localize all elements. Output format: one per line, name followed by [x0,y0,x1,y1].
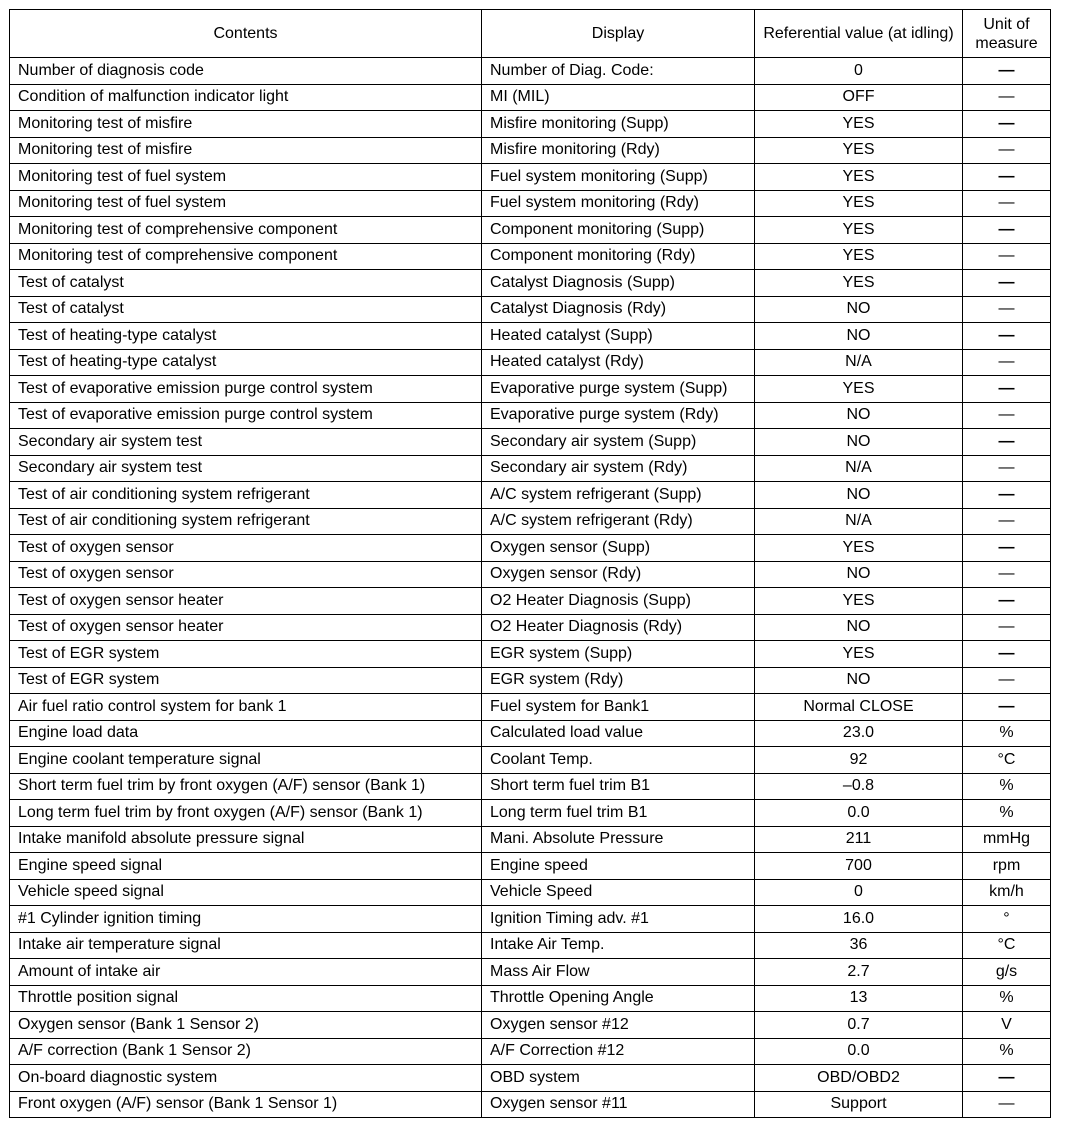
cell-referential-value: Normal CLOSE [755,694,963,721]
cell-display: Misfire monitoring (Supp) [482,111,755,138]
cell-contents: Test of catalyst [10,296,482,323]
cell-contents: Test of oxygen sensor heater [10,588,482,615]
table-row [10,217,1051,244]
cell-contents: Monitoring test of comprehensive component [10,243,482,270]
cell-referential-value: 2.7 [755,959,963,986]
cell-unit: — [963,535,1051,562]
cell-display: A/C system refrigerant (Rdy) [482,508,755,535]
cell-contents: Test of evaporative emission purge control system [10,376,482,403]
cell-unit: g/s [963,959,1051,986]
cell-referential-value: 13 [755,985,963,1012]
cell-display: Catalyst Diagnosis (Supp) [482,270,755,297]
cell-unit: — [963,111,1051,138]
table-row [10,1038,1051,1065]
cell-unit: °C [963,932,1051,959]
cell-unit: % [963,720,1051,747]
table-row [10,906,1051,933]
cell-unit: rpm [963,853,1051,880]
table-row [10,614,1051,641]
cell-display: Engine speed [482,853,755,880]
table-row [10,482,1051,509]
cell-referential-value: 211 [755,826,963,853]
cell-display: Throttle Opening Angle [482,985,755,1012]
cell-referential-value: NO [755,402,963,429]
cell-referential-value: YES [755,111,963,138]
header-display: Display [482,10,755,58]
cell-display: Oxygen sensor #11 [482,1091,755,1118]
cell-display: Evaporative purge system (Supp) [482,376,755,403]
cell-referential-value: YES [755,243,963,270]
cell-display: EGR system (Rdy) [482,667,755,694]
cell-referential-value: YES [755,376,963,403]
cell-referential-value: YES [755,164,963,191]
cell-unit: — [963,508,1051,535]
cell-display: Secondary air system (Supp) [482,429,755,456]
cell-unit: % [963,985,1051,1012]
table-row [10,508,1051,535]
table-header-row [10,10,1051,58]
table-row [10,641,1051,668]
table-row [10,720,1051,747]
header-contents: Contents [10,10,482,58]
cell-display: Fuel system monitoring (Rdy) [482,190,755,217]
cell-unit: — [963,84,1051,111]
cell-referential-value: NO [755,614,963,641]
cell-contents: A/F correction (Bank 1 Sensor 2) [10,1038,482,1065]
cell-display: Short term fuel trim B1 [482,773,755,800]
cell-referential-value: N/A [755,508,963,535]
cell-unit: % [963,800,1051,827]
cell-contents: Amount of intake air [10,959,482,986]
cell-contents: Engine coolant temperature signal [10,747,482,774]
cell-referential-value: 36 [755,932,963,959]
cell-unit: — [963,137,1051,164]
table-row [10,535,1051,562]
cell-contents: Test of EGR system [10,641,482,668]
table-row [10,985,1051,1012]
cell-unit: — [963,349,1051,376]
cell-referential-value: YES [755,641,963,668]
cell-display: EGR system (Supp) [482,641,755,668]
cell-referential-value: N/A [755,349,963,376]
cell-contents: Engine load data [10,720,482,747]
cell-contents: Monitoring test of comprehensive component [10,217,482,244]
cell-display: Heated catalyst (Rdy) [482,349,755,376]
cell-contents: Air fuel ratio control system for bank 1 [10,694,482,721]
cell-display: O2 Heater Diagnosis (Rdy) [482,614,755,641]
cell-referential-value: NO [755,482,963,509]
table-row [10,773,1051,800]
cell-contents: Intake manifold absolute pressure signal [10,826,482,853]
cell-contents: Vehicle speed signal [10,879,482,906]
cell-display: O2 Heater Diagnosis (Supp) [482,588,755,615]
table-row [10,800,1051,827]
cell-unit: — [963,588,1051,615]
cell-unit: mmHg [963,826,1051,853]
cell-unit: — [963,614,1051,641]
cell-display: Ignition Timing adv. #1 [482,906,755,933]
cell-contents: Long term fuel trim by front oxygen (A/F) sensor (Bank 1) [10,800,482,827]
cell-referential-value: NO [755,561,963,588]
cell-display: Fuel system monitoring (Supp) [482,164,755,191]
table-row [10,84,1051,111]
cell-referential-value: Support [755,1091,963,1118]
cell-unit: — [963,402,1051,429]
cell-contents: Oxygen sensor (Bank 1 Sensor 2) [10,1012,482,1039]
table-row [10,137,1051,164]
cell-unit: — [963,243,1051,270]
table-row [10,402,1051,429]
table-row [10,1091,1051,1118]
table-row [10,561,1051,588]
cell-contents: Test of air conditioning system refrigerant [10,508,482,535]
cell-display: Coolant Temp. [482,747,755,774]
table-row [10,588,1051,615]
table-row [10,349,1051,376]
cell-display: Oxygen sensor (Supp) [482,535,755,562]
table-row [10,932,1051,959]
cell-unit: — [963,561,1051,588]
cell-referential-value: 700 [755,853,963,880]
table-row [10,667,1051,694]
table-row [10,455,1051,482]
diagnosis-data-table [9,9,1051,1118]
cell-unit: — [963,455,1051,482]
cell-referential-value: 0 [755,879,963,906]
cell-unit: V [963,1012,1051,1039]
cell-referential-value: NO [755,667,963,694]
table-row [10,243,1051,270]
table-row [10,190,1051,217]
cell-display: OBD system [482,1065,755,1092]
cell-contents: #1 Cylinder ignition timing [10,906,482,933]
cell-unit: — [963,694,1051,721]
cell-contents: Throttle position signal [10,985,482,1012]
cell-display: Calculated load value [482,720,755,747]
cell-display: Oxygen sensor #12 [482,1012,755,1039]
cell-contents: Number of diagnosis code [10,58,482,85]
cell-referential-value: OBD/OBD2 [755,1065,963,1092]
cell-display: Component monitoring (Rdy) [482,243,755,270]
cell-unit: — [963,667,1051,694]
table-row [10,429,1051,456]
cell-referential-value: YES [755,217,963,244]
cell-contents: Front oxygen (A/F) sensor (Bank 1 Sensor 1) [10,1091,482,1118]
cell-display: A/F Correction #12 [482,1038,755,1065]
cell-display: Mani. Absolute Pressure [482,826,755,853]
cell-unit: — [963,164,1051,191]
cell-unit: km/h [963,879,1051,906]
cell-contents: Short term fuel trim by front oxygen (A/F) sensor (Bank 1) [10,773,482,800]
cell-contents: Monitoring test of misfire [10,111,482,138]
table-row [10,296,1051,323]
cell-contents: Test of heating-type catalyst [10,323,482,350]
cell-display: MI (MIL) [482,84,755,111]
cell-contents: Test of oxygen sensor [10,535,482,562]
cell-unit: — [963,58,1051,85]
table-row [10,111,1051,138]
cell-contents: Engine speed signal [10,853,482,880]
cell-display: Component monitoring (Supp) [482,217,755,244]
cell-referential-value: NO [755,429,963,456]
cell-unit: % [963,773,1051,800]
cell-display: Vehicle Speed [482,879,755,906]
table-row [10,58,1051,85]
cell-display: Mass Air Flow [482,959,755,986]
cell-contents: Test of EGR system [10,667,482,694]
table-row [10,1065,1051,1092]
cell-referential-value: N/A [755,455,963,482]
cell-display: Heated catalyst (Supp) [482,323,755,350]
cell-unit: — [963,323,1051,350]
cell-referential-value: YES [755,137,963,164]
cell-contents: Monitoring test of fuel system [10,164,482,191]
cell-unit: — [963,217,1051,244]
table-row [10,959,1051,986]
cell-display: Secondary air system (Rdy) [482,455,755,482]
cell-referential-value: 0 [755,58,963,85]
table-body [10,58,1051,1118]
cell-unit: — [963,190,1051,217]
cell-display: Misfire monitoring (Rdy) [482,137,755,164]
cell-display: A/C system refrigerant (Supp) [482,482,755,509]
cell-referential-value: 0.0 [755,1038,963,1065]
table-row [10,853,1051,880]
cell-contents: Test of oxygen sensor [10,561,482,588]
cell-referential-value: 92 [755,747,963,774]
cell-contents: Secondary air system test [10,429,482,456]
cell-referential-value: YES [755,190,963,217]
cell-display: Oxygen sensor (Rdy) [482,561,755,588]
cell-contents: Test of catalyst [10,270,482,297]
cell-contents: On-board diagnostic system [10,1065,482,1092]
cell-unit: — [963,641,1051,668]
cell-referential-value: NO [755,296,963,323]
cell-unit: — [963,482,1051,509]
cell-unit: — [963,1091,1051,1118]
header-referential-value: Referential value (at idling) [755,10,963,58]
cell-contents: Intake air temperature signal [10,932,482,959]
table-row [10,826,1051,853]
cell-unit: — [963,376,1051,403]
cell-referential-value: OFF [755,84,963,111]
cell-display: Long term fuel trim B1 [482,800,755,827]
cell-unit: ° [963,906,1051,933]
cell-referential-value: NO [755,323,963,350]
table-row [10,694,1051,721]
cell-contents: Test of air conditioning system refrigerant [10,482,482,509]
table-row [10,376,1051,403]
cell-referential-value: 0.7 [755,1012,963,1039]
cell-contents: Monitoring test of misfire [10,137,482,164]
table-row [10,1012,1051,1039]
cell-contents: Condition of malfunction indicator light [10,84,482,111]
table-row [10,879,1051,906]
cell-unit: — [963,296,1051,323]
cell-unit: — [963,429,1051,456]
table-row [10,270,1051,297]
cell-referential-value: YES [755,270,963,297]
cell-referential-value: YES [755,535,963,562]
cell-unit: % [963,1038,1051,1065]
cell-unit: — [963,1065,1051,1092]
cell-contents: Monitoring test of fuel system [10,190,482,217]
cell-unit: °C [963,747,1051,774]
cell-display: Fuel system for Bank1 [482,694,755,721]
cell-referential-value: YES [755,588,963,615]
cell-contents: Test of heating-type catalyst [10,349,482,376]
cell-contents: Test of evaporative emission purge control system [10,402,482,429]
cell-contents: Secondary air system test [10,455,482,482]
cell-display: Number of Diag. Code: [482,58,755,85]
table-row [10,747,1051,774]
table-row [10,323,1051,350]
cell-display: Intake Air Temp. [482,932,755,959]
header-unit-of-measure: Unit of measure [963,10,1051,58]
cell-referential-value: –0.8 [755,773,963,800]
cell-referential-value: 0.0 [755,800,963,827]
cell-display: Evaporative purge system (Rdy) [482,402,755,429]
cell-referential-value: 16.0 [755,906,963,933]
cell-contents: Test of oxygen sensor heater [10,614,482,641]
cell-referential-value: 23.0 [755,720,963,747]
table-row [10,164,1051,191]
cell-unit: — [963,270,1051,297]
cell-display: Catalyst Diagnosis (Rdy) [482,296,755,323]
